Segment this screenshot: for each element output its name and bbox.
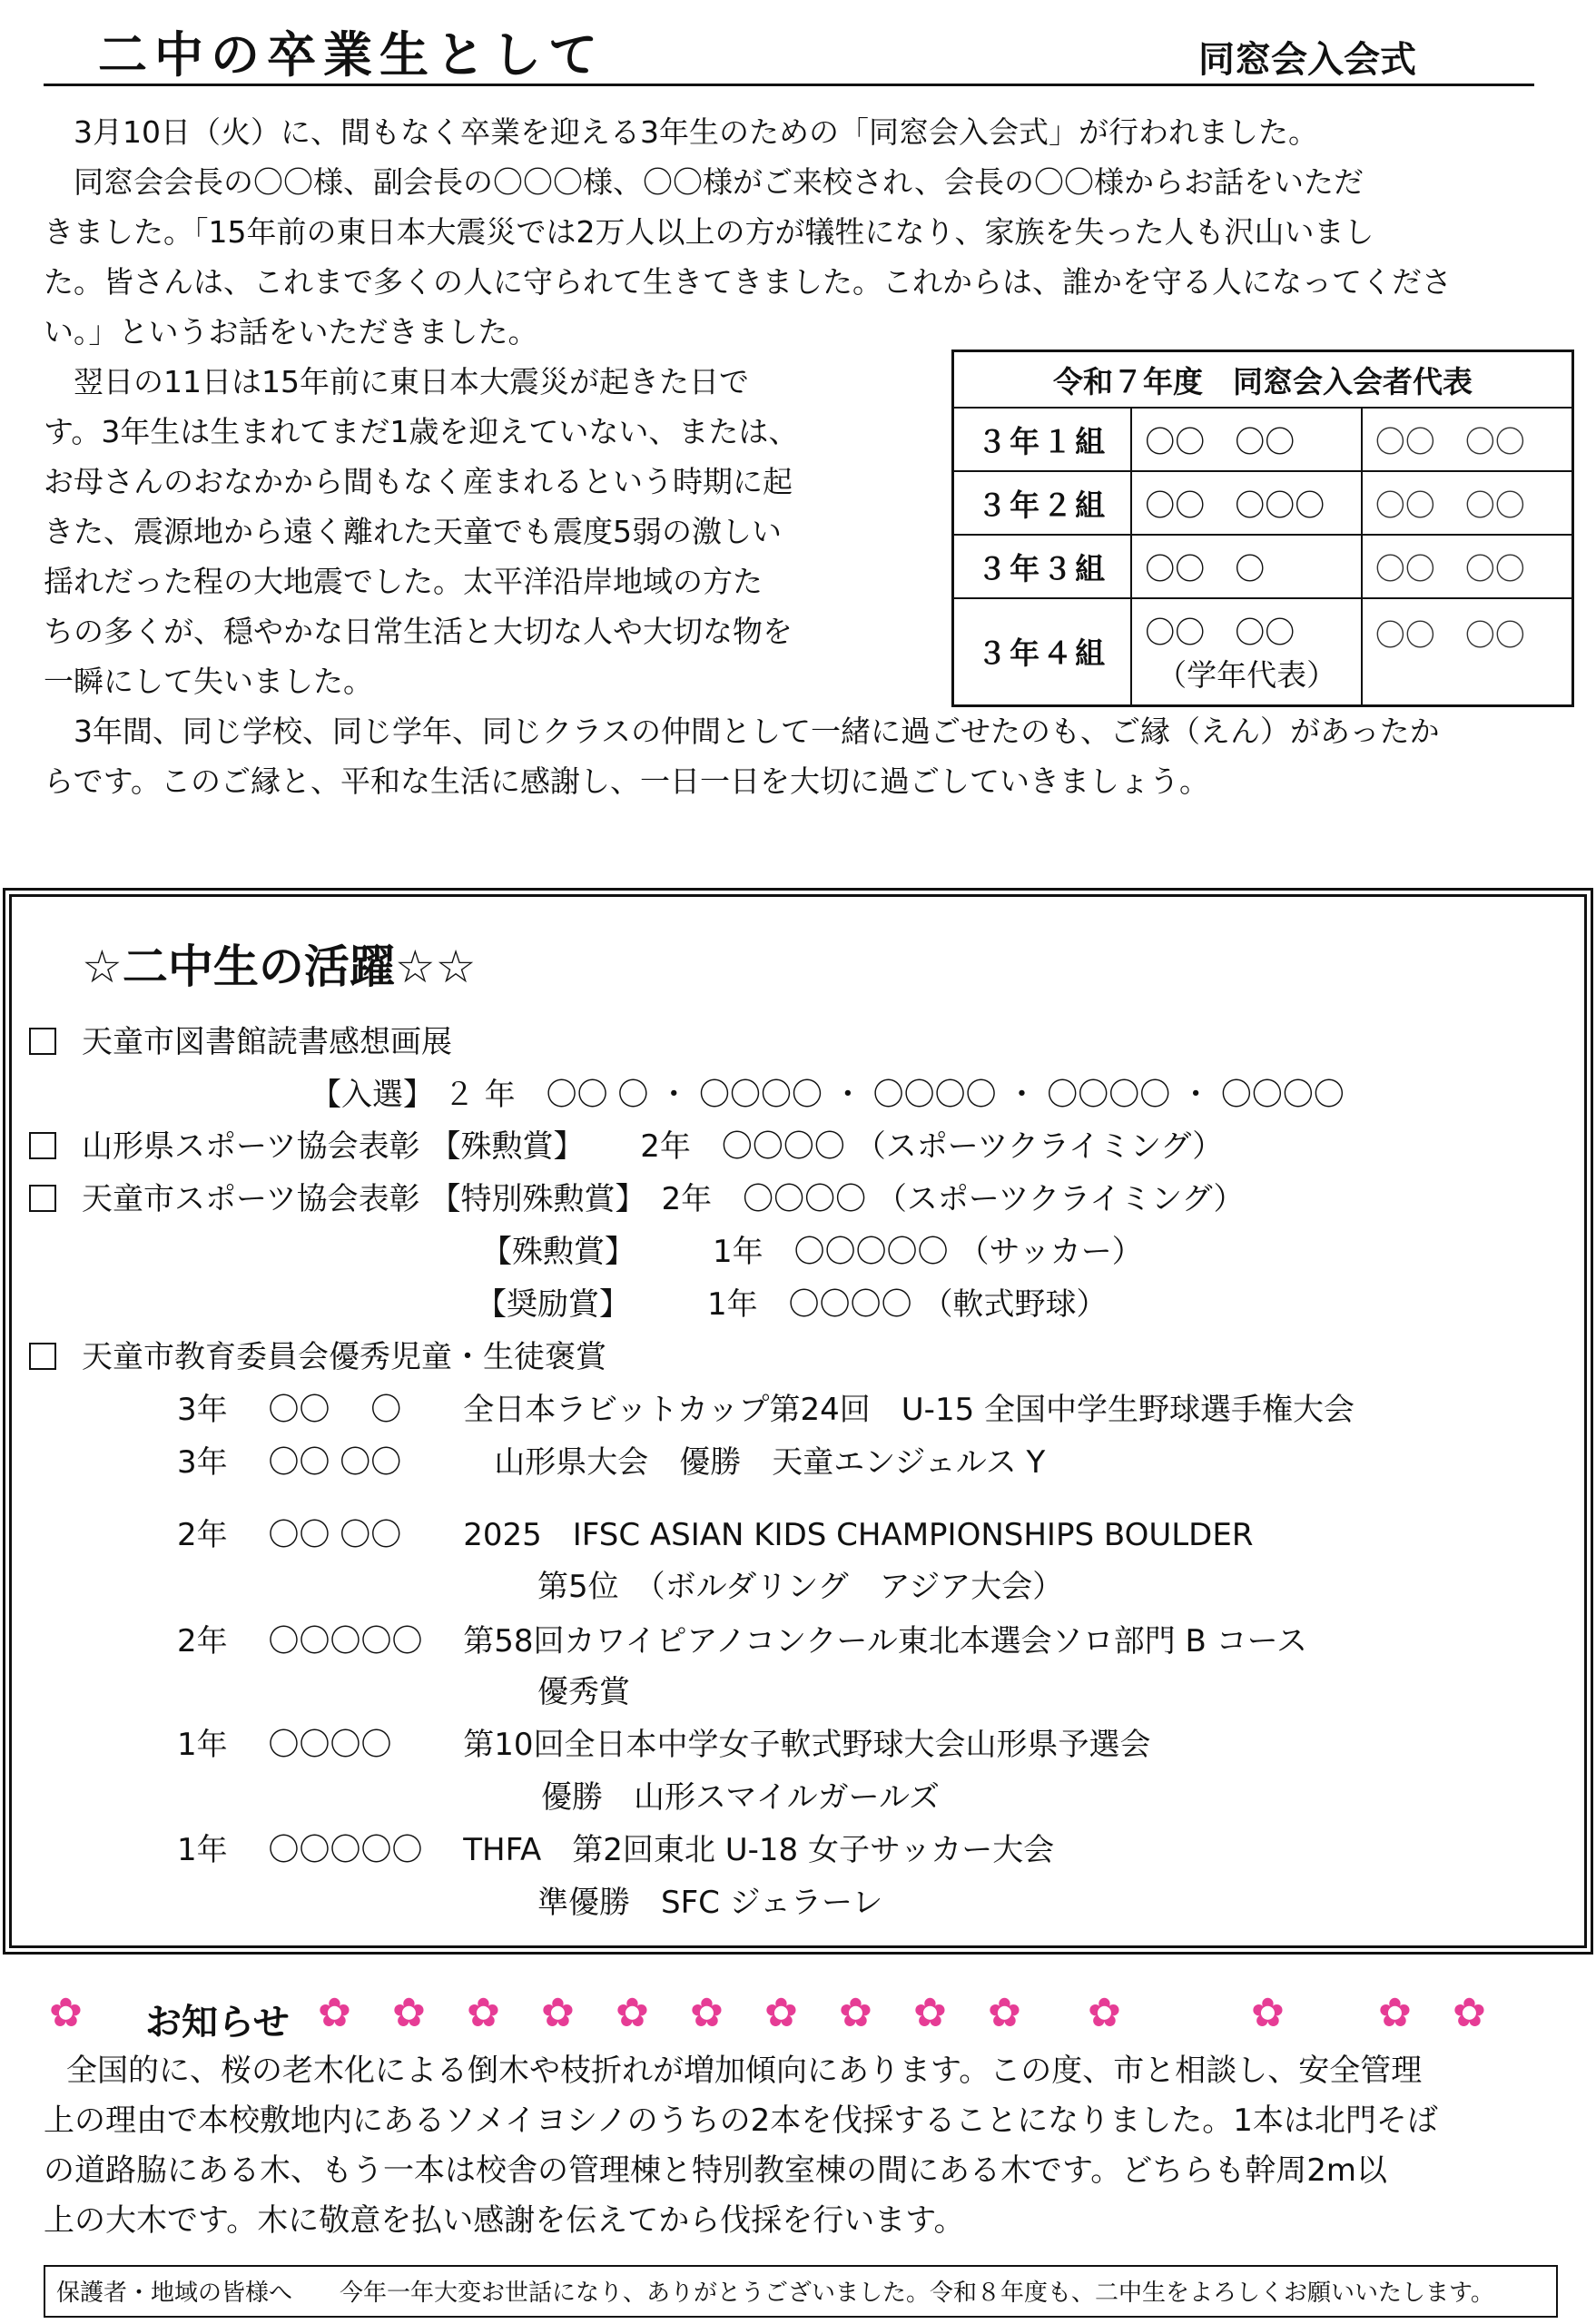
paragraph: ちの多くが、穏やかな日常生活と大切な人や大切な物を	[44, 614, 793, 649]
paragraph: 揺れだった程の大地震でした。太平洋沿岸地域の方た	[44, 564, 763, 599]
section1-title: 二中の卒業生として	[98, 26, 605, 84]
checkbox-icon	[29, 1343, 56, 1370]
award-line: 天童市図書館読書感想画展	[29, 1019, 452, 1066]
member-representatives-table	[951, 350, 1574, 707]
table-row	[953, 471, 1573, 535]
paragraph: 上の大木です。木に敬意を払い感謝を伝えてから伐採を行います。	[44, 2202, 965, 2239]
rep-cell	[1131, 598, 1362, 705]
class-cell: ３年４組	[953, 598, 1132, 705]
paragraph: きました。「15年前の東日本大震災では2万人以上の方が犠牲になり、家族を失った人も沢山いまし	[44, 214, 1374, 250]
award-line: 山形県スポーツ協会表彰 【殊勲賞】 2年 〇〇〇〇 （スポーツクライミング）	[29, 1123, 1223, 1170]
rep-cell: 〇〇 〇〇	[1131, 408, 1362, 471]
award-line: 2年 〇〇 〇〇 2025 IFSC ASIAN KIDS CHAMPIONSHIPS BOULDER	[177, 1517, 1254, 1553]
checkbox-icon	[29, 1132, 56, 1159]
cherry-blossom-icon: ✿	[913, 1990, 947, 2036]
vice-cell: 〇〇 〇〇	[1362, 535, 1573, 598]
class-cell: ３年２組	[953, 471, 1132, 535]
rep-name: 〇〇 〇〇	[1145, 614, 1296, 650]
award-line: 天童市教育委員会優秀児童・生徒褒賞	[29, 1334, 606, 1381]
cherry-blossom-icon: ✿	[467, 1990, 500, 2036]
paragraph: 3年間、同じ学校、同じ学年、同じクラスの仲間として一緒に過ごせたのも、ご縁（えん）があったか	[74, 714, 1440, 749]
footer-message: 保護者・地域の皆様へ 今年一年大変お世話になり、ありがとうございました。令和８年度も、二中生をよろしくお願いいたします。	[44, 2265, 1558, 2318]
rep-cell: 〇〇 〇	[1131, 535, 1362, 598]
award-line: 【殊勲賞】 1年 〇〇〇〇〇 （サッカー）	[481, 1234, 1143, 1270]
award-line: 1年 〇〇〇〇〇 THFA 第2回東北 U-18 女子サッカー大会	[177, 1832, 1055, 1868]
title-divider	[44, 84, 1534, 86]
cherry-blossom-icon: ✿	[764, 1990, 798, 2036]
rep-note: （学年代表）	[1157, 656, 1337, 693]
class-cell: ３年３組	[953, 535, 1132, 598]
class-cell: ３年１組	[953, 408, 1132, 471]
cherry-blossom-icon: ✿	[318, 1990, 351, 2036]
checkbox-icon	[29, 1185, 56, 1212]
section3-title: お知らせ	[145, 2002, 290, 2043]
cherry-blossom-icon: ✿	[1251, 1990, 1285, 2036]
cherry-blossom-icon: ✿	[690, 1990, 724, 2036]
table-row	[953, 408, 1573, 471]
paragraph: た。皆さんは、これまで多くの人に守られて生きてきました。これからは、誰かを守る人になってくださ	[44, 264, 1452, 300]
section1-subtitle: 同窓会入会式	[1198, 39, 1416, 81]
paragraph: 3月10日（火）に、間もなく卒業を迎える3年生のための「同窓会入会式」が行われました。	[74, 114, 1318, 150]
paragraph: きた、震源地から遠く離れた天童でも震度5弱の激しい	[44, 514, 782, 549]
award-line: 3年 〇〇 〇 全日本ラビットカップ第24回 U-15 全国中学生野球選手権大会	[177, 1392, 1355, 1428]
paragraph: 翌日の11日は15年前に東日本大震災が起きた日で	[74, 364, 749, 399]
paragraph: す。3年生は生まれてまだ1歳を迎えていない、または、	[44, 414, 799, 449]
section2-title: ☆二中生の活躍☆☆	[82, 940, 477, 993]
paragraph: らです。このご縁と、平和な生活に感謝し、一日一日を大切に過ごしていきましょう。	[44, 763, 1210, 799]
paragraph: 一瞬にして失いました。	[44, 664, 373, 699]
award-line: 優勝 山形スマイルガールズ	[541, 1779, 940, 1816]
vice-cell: 〇〇 〇〇	[1362, 408, 1573, 471]
rep-cell: 〇〇 〇〇〇	[1131, 471, 1362, 535]
cherry-blossom-icon: ✿	[1453, 1990, 1486, 2036]
paragraph: の道路脇にある木、もう一本は校舎の管理棟と特別教室棟の間にある木です。どちらも幹周2m以	[44, 2152, 1388, 2189]
cherry-blossom-icon: ✿	[1378, 1990, 1412, 2036]
vice-cell: 〇〇 〇〇	[1362, 471, 1573, 535]
section3-body	[44, 2046, 1578, 2246]
cherry-blossom-icon: ✿	[541, 1990, 575, 2036]
award-line: 2年 〇〇〇〇〇 第58回カワイピアノコンクール東北本選会ソロ部門 B コース	[177, 1623, 1307, 1659]
award-line: 第5位 （ボルダリング アジア大会）	[537, 1569, 1064, 1605]
cherry-blossom-icon: ✿	[988, 1990, 1021, 2036]
award-line: 天童市スポーツ協会表彰 【特別殊勲賞】 2年 〇〇〇〇 （スポーツクライミング）	[29, 1176, 1245, 1223]
paragraph: い。」というお話をいただきました。	[44, 314, 538, 350]
paragraph: お母さんのおなかから間もなく産まれるという時期に起	[44, 464, 793, 499]
award-line: 【入選】 ２ 年 〇〇 〇 ・ 〇〇〇〇 ・ 〇〇〇〇 ・ 〇〇〇〇 ・ 〇〇〇〇	[310, 1077, 1345, 1113]
cherry-blossom-icon: ✿	[616, 1990, 649, 2036]
award-line: 1年 〇〇〇〇 第10回全日本中学女子軟式野球大会山形県予選会	[177, 1727, 1151, 1763]
cherry-blossom-icon: ✿	[49, 1990, 83, 2036]
cherry-blossom-icon: ✿	[392, 1990, 426, 2036]
vice-cell: 〇〇 〇〇	[1362, 598, 1573, 705]
table-row	[953, 535, 1573, 598]
cherry-blossom-icon: ✿	[1088, 1990, 1121, 2036]
award-line: 3年 〇〇 〇〇 山形県大会 優勝 天童エンジェルス Y	[177, 1444, 1046, 1481]
table-row	[953, 598, 1573, 705]
cherry-blossom-icon: ✿	[839, 1990, 872, 2036]
award-line: 準優勝 SFC ジェラーレ	[537, 1885, 883, 1921]
checkbox-icon	[29, 1028, 56, 1055]
award-line: 優秀賞	[537, 1674, 630, 1710]
table-header: 令和７年度 同窓会入会者代表	[953, 351, 1573, 409]
award-line: 【奨励賞】 1年 〇〇〇〇 （軟式野球）	[476, 1286, 1108, 1323]
paragraph: 上の理由で本校敷地内にあるソメイヨシノのうちの2本を伐採することになりました。1本は北門そば	[44, 2102, 1438, 2139]
paragraph: 全国的に、桜の老木化による倒木や枝折れが増加傾向にあります。この度、市と相談し、安全管理	[66, 2053, 1423, 2089]
paragraph: 同窓会会長の〇〇様、副会長の〇〇〇様、〇〇様がご来校され、会長の〇〇様からお話をいただ	[74, 164, 1364, 200]
